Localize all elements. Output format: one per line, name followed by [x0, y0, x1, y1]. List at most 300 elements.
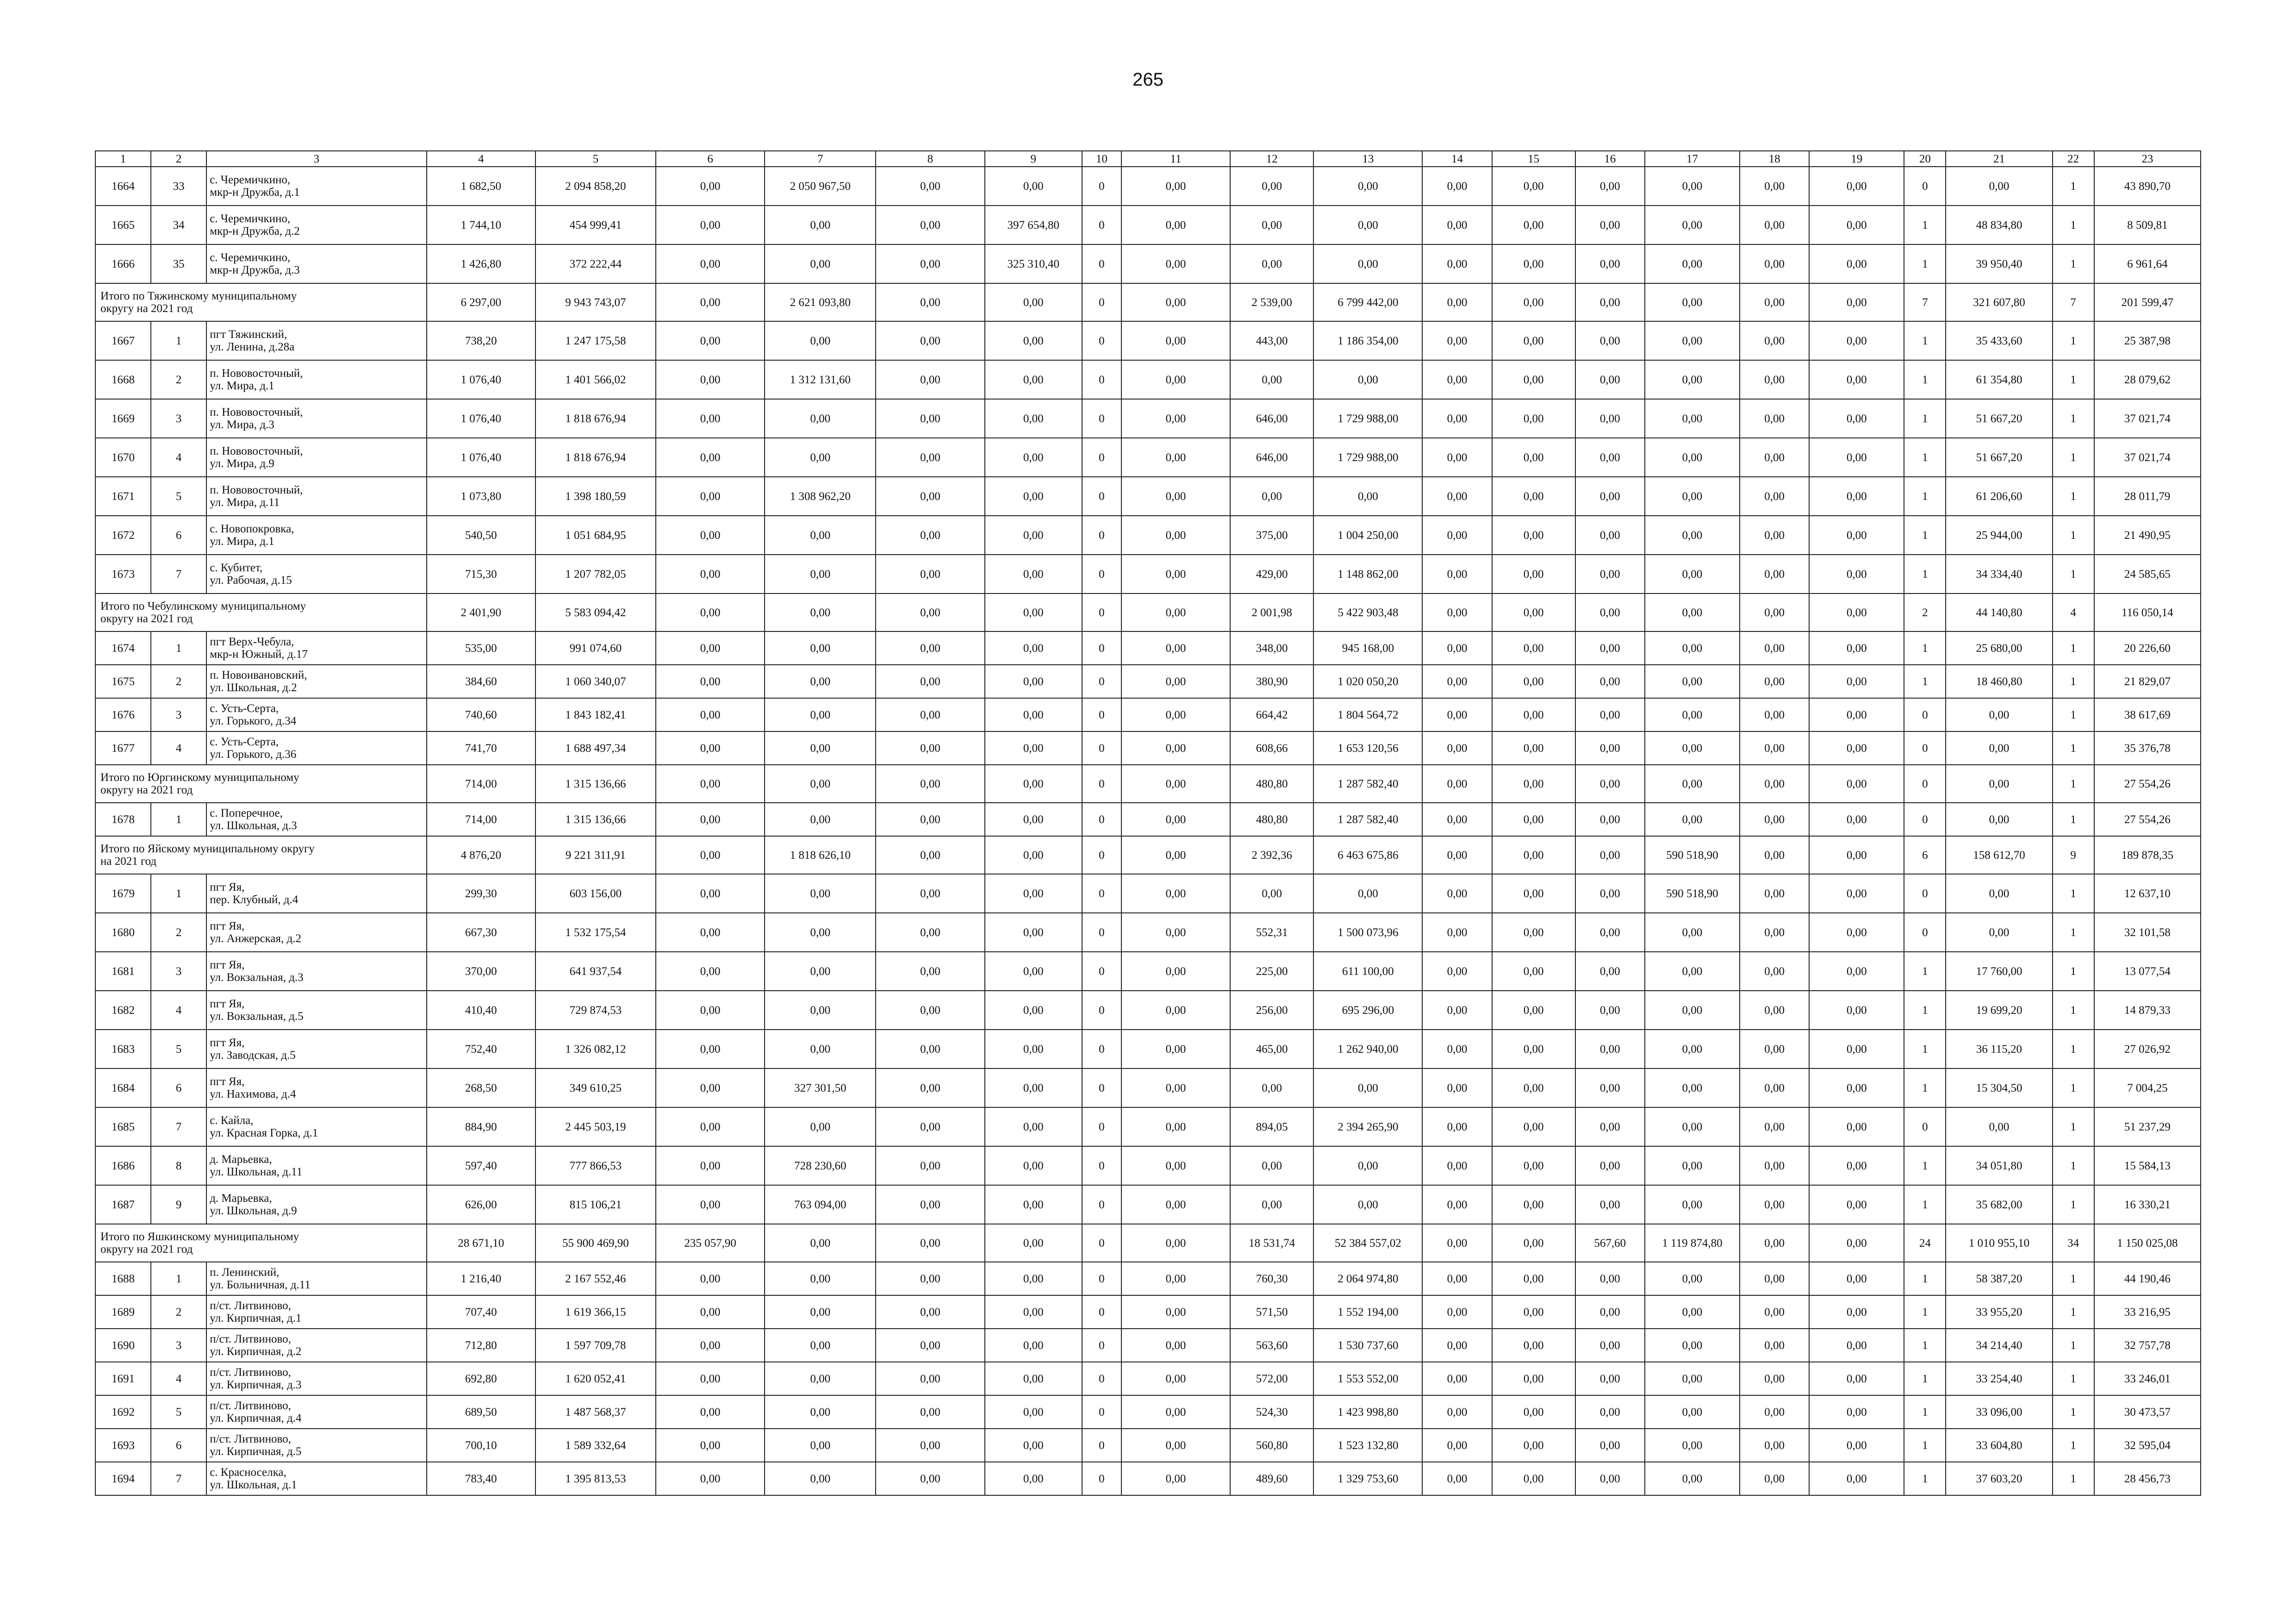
value-cell: 0,00 [1492, 1362, 1575, 1395]
value-cell: 0 [1082, 283, 1121, 321]
table-row [95, 1362, 2201, 1395]
value-cell: 0 [1082, 1262, 1121, 1295]
subtotal-label [95, 593, 427, 631]
value-cell: 6 961,64 [2094, 244, 2201, 283]
value-cell: 0,00 [1740, 1107, 1809, 1146]
value-cell: 1 [2053, 952, 2094, 991]
row-number: 1671 [95, 477, 151, 516]
address-line: п/ст. Литвиново, [210, 1299, 291, 1312]
value-cell: 1 004 250,00 [1313, 516, 1422, 555]
value-cell: 18 531,74 [1230, 1224, 1313, 1262]
value-cell: 1 [1904, 665, 1946, 698]
subtotal-label-line: округу на 2021 год [100, 612, 193, 625]
value-cell: 0,00 [1575, 321, 1645, 360]
address-line: с. Кайла, [210, 1114, 254, 1127]
address-line: с. Черемичкино, [210, 212, 291, 225]
value-cell: 1 [1904, 991, 1946, 1030]
value-cell: 0,00 [1740, 399, 1809, 438]
value-cell: 37 603,20 [1946, 1462, 2052, 1495]
value-cell: 0,00 [1121, 1030, 1230, 1068]
value-cell: 465,00 [1230, 1030, 1313, 1068]
row-number: 1682 [95, 991, 151, 1030]
value-cell: 61 354,80 [1946, 360, 2052, 399]
value-cell: 0 [1082, 698, 1121, 731]
value-cell: 0,00 [1422, 1185, 1492, 1224]
value-cell: 0,00 [1230, 1185, 1313, 1224]
value-cell: 0,00 [876, 991, 984, 1030]
value-cell: 0,00 [656, 593, 765, 631]
row-number: 1675 [95, 665, 151, 698]
value-cell: 0,00 [1492, 1262, 1575, 1295]
address-line: ул. Мира, д.1 [210, 535, 274, 548]
value-cell: 48 834,80 [1946, 206, 2052, 244]
column-header: 5 [535, 151, 656, 167]
subtotal-row [95, 593, 2201, 631]
value-cell: 1 312 131,60 [765, 360, 876, 399]
value-cell: 0,00 [1645, 1462, 1740, 1495]
value-cell: 0,00 [876, 206, 984, 244]
value-cell: 327 301,50 [765, 1068, 876, 1107]
value-cell: 0,00 [1121, 1362, 1230, 1395]
value-cell: 0,00 [1575, 555, 1645, 593]
column-header: 3 [206, 151, 426, 167]
value-cell: 0,00 [1422, 698, 1492, 731]
value-cell: 0,00 [876, 555, 984, 593]
address-line: ул. Школьная, д.3 [210, 819, 297, 832]
value-cell: 0,00 [1422, 516, 1492, 555]
row-number: 1668 [95, 360, 151, 399]
value-cell: 0,00 [1422, 167, 1492, 206]
value-cell: 1 [2053, 399, 2094, 438]
value-cell: 0,00 [1422, 874, 1492, 913]
value-cell: 0,00 [765, 1395, 876, 1429]
value-cell: 1 688 497,34 [535, 731, 656, 765]
subtotal-label [95, 1224, 427, 1262]
value-cell: 0,00 [1740, 1295, 1809, 1329]
address-cell [206, 1295, 426, 1329]
value-cell: 0,00 [656, 283, 765, 321]
value-cell: 0,00 [1645, 1295, 1740, 1329]
value-cell: 0,00 [876, 698, 984, 731]
value-cell: 1 [1904, 1462, 1946, 1495]
table-row [95, 438, 2201, 477]
address-line: с. Усть-Серта, [210, 736, 279, 748]
value-cell: 0,00 [656, 1395, 765, 1429]
value-cell: 0,00 [1645, 1395, 1740, 1429]
value-cell: 0,00 [1740, 731, 1809, 765]
address-line: п. Нововосточный, [210, 367, 303, 380]
value-cell: 1 423 998,80 [1313, 1395, 1422, 1429]
value-cell: 1 [1904, 555, 1946, 593]
value-cell: 0,00 [1422, 1224, 1492, 1262]
value-cell: 0,00 [1422, 952, 1492, 991]
value-cell: 0,00 [1809, 1295, 1904, 1329]
value-cell: 454 999,41 [535, 206, 656, 244]
value-cell: 1 [2053, 321, 2094, 360]
value-cell: 0,00 [876, 1362, 984, 1395]
value-cell: 1 [2053, 1068, 2094, 1107]
row-number: 1691 [95, 1362, 151, 1395]
value-cell: 0,00 [1645, 1146, 1740, 1185]
value-cell: 1 326 082,12 [535, 1030, 656, 1068]
value-cell: 0,00 [1645, 438, 1740, 477]
value-cell: 760,30 [1230, 1262, 1313, 1295]
value-cell: 0,00 [656, 1107, 765, 1146]
address-line: с. Усть-Серта, [210, 702, 279, 715]
value-cell: 6 297,00 [427, 283, 535, 321]
value-cell: 729 874,53 [535, 991, 656, 1030]
address-line: ул. Ленина, д.28а [210, 341, 295, 353]
value-cell: 0,00 [1313, 360, 1422, 399]
value-cell: 1 [1904, 1068, 1946, 1107]
value-cell: 0,00 [1121, 1462, 1230, 1495]
value-cell: 1 076,40 [427, 438, 535, 477]
table-row [95, 1107, 2201, 1146]
value-cell: 1 [1904, 1395, 1946, 1429]
sub-number: 35 [151, 244, 206, 283]
value-cell: 0,00 [1946, 167, 2052, 206]
column-header: 16 [1575, 151, 1645, 167]
value-cell: 590 518,90 [1645, 836, 1740, 874]
value-cell: 0,00 [765, 555, 876, 593]
value-cell: 0,00 [1645, 477, 1740, 516]
value-cell: 1 060 340,07 [535, 665, 656, 698]
address-line: ул. Кирпичная, д.1 [210, 1312, 302, 1324]
value-cell: 0,00 [1422, 913, 1492, 952]
value-cell: 0,00 [876, 1395, 984, 1429]
value-cell: 0,00 [1809, 665, 1904, 698]
sub-number: 1 [151, 631, 206, 665]
value-cell: 0,00 [1422, 631, 1492, 665]
value-cell: 0,00 [1946, 765, 2052, 803]
value-cell: 34 [2053, 1224, 2094, 1262]
table-row [95, 1462, 2201, 1495]
value-cell: 0,00 [1645, 1362, 1740, 1395]
value-cell: 0,00 [1422, 665, 1492, 698]
value-cell: 0,00 [1422, 438, 1492, 477]
value-cell: 0,00 [656, 1262, 765, 1295]
value-cell: 0,00 [765, 1262, 876, 1295]
value-cell: 0 [1082, 593, 1121, 631]
value-cell: 397 654,80 [985, 206, 1082, 244]
value-cell: 0 [1082, 244, 1121, 283]
value-cell: 1 401 566,02 [535, 360, 656, 399]
row-number: 1672 [95, 516, 151, 555]
value-cell: 715,30 [427, 555, 535, 593]
value-cell: 1 [1904, 952, 1946, 991]
value-cell: 1 729 988,00 [1313, 438, 1422, 477]
value-cell: 0,00 [985, 593, 1082, 631]
value-cell: 6 [1904, 836, 1946, 874]
table-row [95, 1146, 2201, 1185]
address-cell [206, 244, 426, 283]
value-cell: 815 106,21 [535, 1185, 656, 1224]
row-number: 1673 [95, 555, 151, 593]
value-cell: 0,00 [1121, 477, 1230, 516]
table-row [95, 206, 2201, 244]
value-cell: 0,00 [1492, 1462, 1575, 1495]
value-cell: 1 216,40 [427, 1262, 535, 1295]
column-header: 12 [1230, 151, 1313, 167]
value-cell: 0,00 [1422, 360, 1492, 399]
subtotal-label-line: округу на 2021 год [100, 302, 193, 315]
value-cell: 0,00 [1645, 665, 1740, 698]
value-cell: 0,00 [1492, 516, 1575, 555]
value-cell: 0,00 [656, 731, 765, 765]
column-header: 6 [656, 151, 765, 167]
value-cell: 0,00 [1121, 399, 1230, 438]
value-cell: 0,00 [765, 1329, 876, 1362]
value-cell: 0,00 [876, 1068, 984, 1107]
value-cell: 0,00 [1121, 1224, 1230, 1262]
value-cell: 0 [1082, 1395, 1121, 1429]
value-cell: 1 552 194,00 [1313, 1295, 1422, 1329]
value-cell: 0,00 [656, 1068, 765, 1107]
value-cell: 0,00 [1740, 321, 1809, 360]
address-line: с. Поперечное, [210, 807, 283, 819]
address-line: ул. Мира, д.11 [210, 496, 280, 509]
value-cell: 571,50 [1230, 1295, 1313, 1329]
value-cell: 1 [2053, 765, 2094, 803]
table-row [95, 952, 2201, 991]
value-cell: 0,00 [1946, 913, 2052, 952]
value-cell: 1 [2053, 360, 2094, 399]
value-cell: 1 [2053, 1107, 2094, 1146]
address-cell [206, 952, 426, 991]
value-cell: 1 [1904, 1295, 1946, 1329]
value-cell: 0,00 [1230, 360, 1313, 399]
value-cell: 0,00 [1422, 1262, 1492, 1295]
value-cell: 0,00 [985, 1295, 1082, 1329]
value-cell: 0,00 [1492, 244, 1575, 283]
value-cell: 0,00 [1645, 167, 1740, 206]
sub-number: 4 [151, 438, 206, 477]
value-cell: 0,00 [1492, 1295, 1575, 1329]
value-cell: 0,00 [1422, 206, 1492, 244]
address-line: п/ст. Литвиново, [210, 1333, 291, 1345]
value-cell: 0,00 [765, 516, 876, 555]
address-line: ул. Рабочая, д.15 [210, 574, 292, 587]
value-cell: 0 [1082, 1295, 1121, 1329]
value-cell: 0,00 [1492, 360, 1575, 399]
sub-number: 1 [151, 321, 206, 360]
address-cell [206, 167, 426, 206]
value-cell: 0,00 [1809, 399, 1904, 438]
value-cell: 1 186 354,00 [1313, 321, 1422, 360]
address-line: ул. Школьная, д.2 [210, 681, 297, 694]
value-cell: 429,00 [1230, 555, 1313, 593]
value-cell: 0,00 [1809, 991, 1904, 1030]
value-cell: 0,00 [1121, 731, 1230, 765]
value-cell: 0 [1082, 731, 1121, 765]
value-cell: 0,00 [765, 1429, 876, 1462]
value-cell: 0,00 [656, 244, 765, 283]
value-cell: 0,00 [1121, 360, 1230, 399]
sub-number: 4 [151, 1362, 206, 1395]
value-cell: 268,50 [427, 1068, 535, 1107]
value-cell: 0,00 [985, 1429, 1082, 1462]
value-cell: 0,00 [1121, 1295, 1230, 1329]
value-cell: 0,00 [765, 631, 876, 665]
row-number: 1680 [95, 913, 151, 952]
value-cell: 0,00 [765, 1224, 876, 1262]
value-cell: 5 422 903,48 [1313, 593, 1422, 631]
value-cell: 611 100,00 [1313, 952, 1422, 991]
row-number: 1674 [95, 631, 151, 665]
value-cell: 0,00 [1645, 731, 1740, 765]
value-cell: 0,00 [656, 1295, 765, 1329]
address-line: пер. Клубный, д.4 [210, 893, 299, 906]
address-line: пгт Яя, [210, 1075, 245, 1088]
value-cell: 0,00 [985, 1329, 1082, 1362]
value-cell: 1 398 180,59 [535, 477, 656, 516]
value-cell: 0,00 [1313, 244, 1422, 283]
value-cell: 0 [1082, 1362, 1121, 1395]
value-cell: 1 207 782,05 [535, 555, 656, 593]
address-line: ул. Заводская, д.5 [210, 1049, 296, 1062]
value-cell: 0,00 [1740, 874, 1809, 913]
value-cell: 1 553 552,00 [1313, 1362, 1422, 1395]
row-number: 1694 [95, 1462, 151, 1495]
sub-number: 9 [151, 1185, 206, 1224]
value-cell: 0,00 [1492, 1107, 1575, 1146]
value-cell: 384,60 [427, 665, 535, 698]
value-cell: 0,00 [1121, 1429, 1230, 1462]
value-cell: 27 554,26 [2094, 803, 2201, 836]
value-cell: 0,00 [1575, 952, 1645, 991]
value-cell: 0,00 [1740, 765, 1809, 803]
column-header: 19 [1809, 151, 1904, 167]
value-cell: 1 315 136,66 [535, 803, 656, 836]
value-cell: 14 879,33 [2094, 991, 2201, 1030]
value-cell: 0,00 [1492, 836, 1575, 874]
address-line: пгт Яя, [210, 959, 245, 971]
value-cell: 0,00 [1740, 1329, 1809, 1362]
value-cell: 0,00 [1121, 1262, 1230, 1295]
value-cell: 728 230,60 [765, 1146, 876, 1185]
value-cell: 32 595,04 [2094, 1429, 2201, 1462]
value-cell: 28 671,10 [427, 1224, 535, 1262]
value-cell: 27 026,92 [2094, 1030, 2201, 1068]
value-cell: 0,00 [1121, 631, 1230, 665]
value-cell: 0,00 [1575, 360, 1645, 399]
value-cell: 33 096,00 [1946, 1395, 2052, 1429]
value-cell: 0 [1082, 206, 1121, 244]
value-cell: 0,00 [1492, 1030, 1575, 1068]
value-cell: 1 532 175,54 [535, 913, 656, 952]
row-number: 1677 [95, 731, 151, 765]
value-cell: 0,00 [1809, 874, 1904, 913]
value-cell: 1 [2053, 1329, 2094, 1362]
value-cell: 1 [1904, 206, 1946, 244]
value-cell: 695 296,00 [1313, 991, 1422, 1030]
row-number: 1678 [95, 803, 151, 836]
value-cell: 0 [1082, 874, 1121, 913]
value-cell: 201 599,47 [2094, 283, 2201, 321]
value-cell: 0,00 [1121, 1068, 1230, 1107]
value-cell: 1 [2053, 477, 2094, 516]
value-cell: 0,00 [1645, 991, 1740, 1030]
value-cell: 0,00 [1809, 283, 1904, 321]
address-cell [206, 1146, 426, 1185]
value-cell: 0,00 [1492, 1146, 1575, 1185]
value-cell: 21 490,95 [2094, 516, 2201, 555]
value-cell: 0,00 [1422, 1329, 1492, 1362]
value-cell: 1 729 988,00 [1313, 399, 1422, 438]
value-cell: 321 607,80 [1946, 283, 2052, 321]
value-cell: 0,00 [876, 631, 984, 665]
value-cell: 0,00 [1645, 1262, 1740, 1295]
value-cell: 1 [1904, 438, 1946, 477]
value-cell: 0,00 [1740, 206, 1809, 244]
sub-number: 3 [151, 1329, 206, 1362]
value-cell: 0,00 [1809, 244, 1904, 283]
address-cell [206, 874, 426, 913]
value-cell: 0,00 [1492, 874, 1575, 913]
address-line: ул. Вокзальная, д.5 [210, 1010, 304, 1023]
value-cell: 2 621 093,80 [765, 283, 876, 321]
value-cell: 0,00 [1422, 283, 1492, 321]
address-line: п. Нововосточный, [210, 445, 303, 457]
value-cell: 0,00 [656, 765, 765, 803]
value-cell: 0,00 [985, 516, 1082, 555]
value-cell: 0,00 [1740, 555, 1809, 593]
value-cell: 646,00 [1230, 399, 1313, 438]
value-cell: 0,00 [985, 321, 1082, 360]
value-cell: 0,00 [1575, 1146, 1645, 1185]
address-line: п. Нововосточный, [210, 406, 303, 418]
value-cell: 0,00 [1492, 593, 1575, 631]
value-cell: 34 214,40 [1946, 1329, 2052, 1362]
value-cell: 9 943 743,07 [535, 283, 656, 321]
sub-number: 2 [151, 665, 206, 698]
value-cell: 225,00 [1230, 952, 1313, 991]
value-cell: 44 140,80 [1946, 593, 2052, 631]
subtotal-row [95, 1224, 2201, 1262]
value-cell: 0,00 [1575, 399, 1645, 438]
address-line: п/ст. Литвиново, [210, 1366, 291, 1379]
sub-number: 2 [151, 913, 206, 952]
address-cell [206, 555, 426, 593]
value-cell: 33 246,01 [2094, 1362, 2201, 1395]
value-cell: 0,00 [1313, 1068, 1422, 1107]
value-cell: 0,00 [1121, 765, 1230, 803]
table-row [95, 1329, 2201, 1362]
value-cell: 0,00 [1645, 1030, 1740, 1068]
value-cell: 0,00 [1422, 1146, 1492, 1185]
data-table [95, 150, 2201, 1496]
value-cell: 1 073,80 [427, 477, 535, 516]
value-cell: 563,60 [1230, 1329, 1313, 1362]
value-cell: 0,00 [1575, 803, 1645, 836]
address-cell [206, 360, 426, 399]
value-cell: 1 [1904, 631, 1946, 665]
value-cell: 0,00 [1313, 167, 1422, 206]
value-cell: 1 843 182,41 [535, 698, 656, 731]
value-cell: 0,00 [1946, 1107, 2052, 1146]
value-cell: 0 [1082, 631, 1121, 665]
value-cell: 372 222,44 [535, 244, 656, 283]
value-cell: 39 950,40 [1946, 244, 2052, 283]
value-cell: 0,00 [1809, 1107, 1904, 1146]
subtotal-label [95, 836, 427, 874]
sub-number: 7 [151, 555, 206, 593]
value-cell: 0,00 [1422, 803, 1492, 836]
address-line: п/ст. Литвиново, [210, 1433, 291, 1445]
value-cell: 489,60 [1230, 1462, 1313, 1495]
address-cell [206, 665, 426, 698]
value-cell: 0,00 [656, 1329, 765, 1362]
